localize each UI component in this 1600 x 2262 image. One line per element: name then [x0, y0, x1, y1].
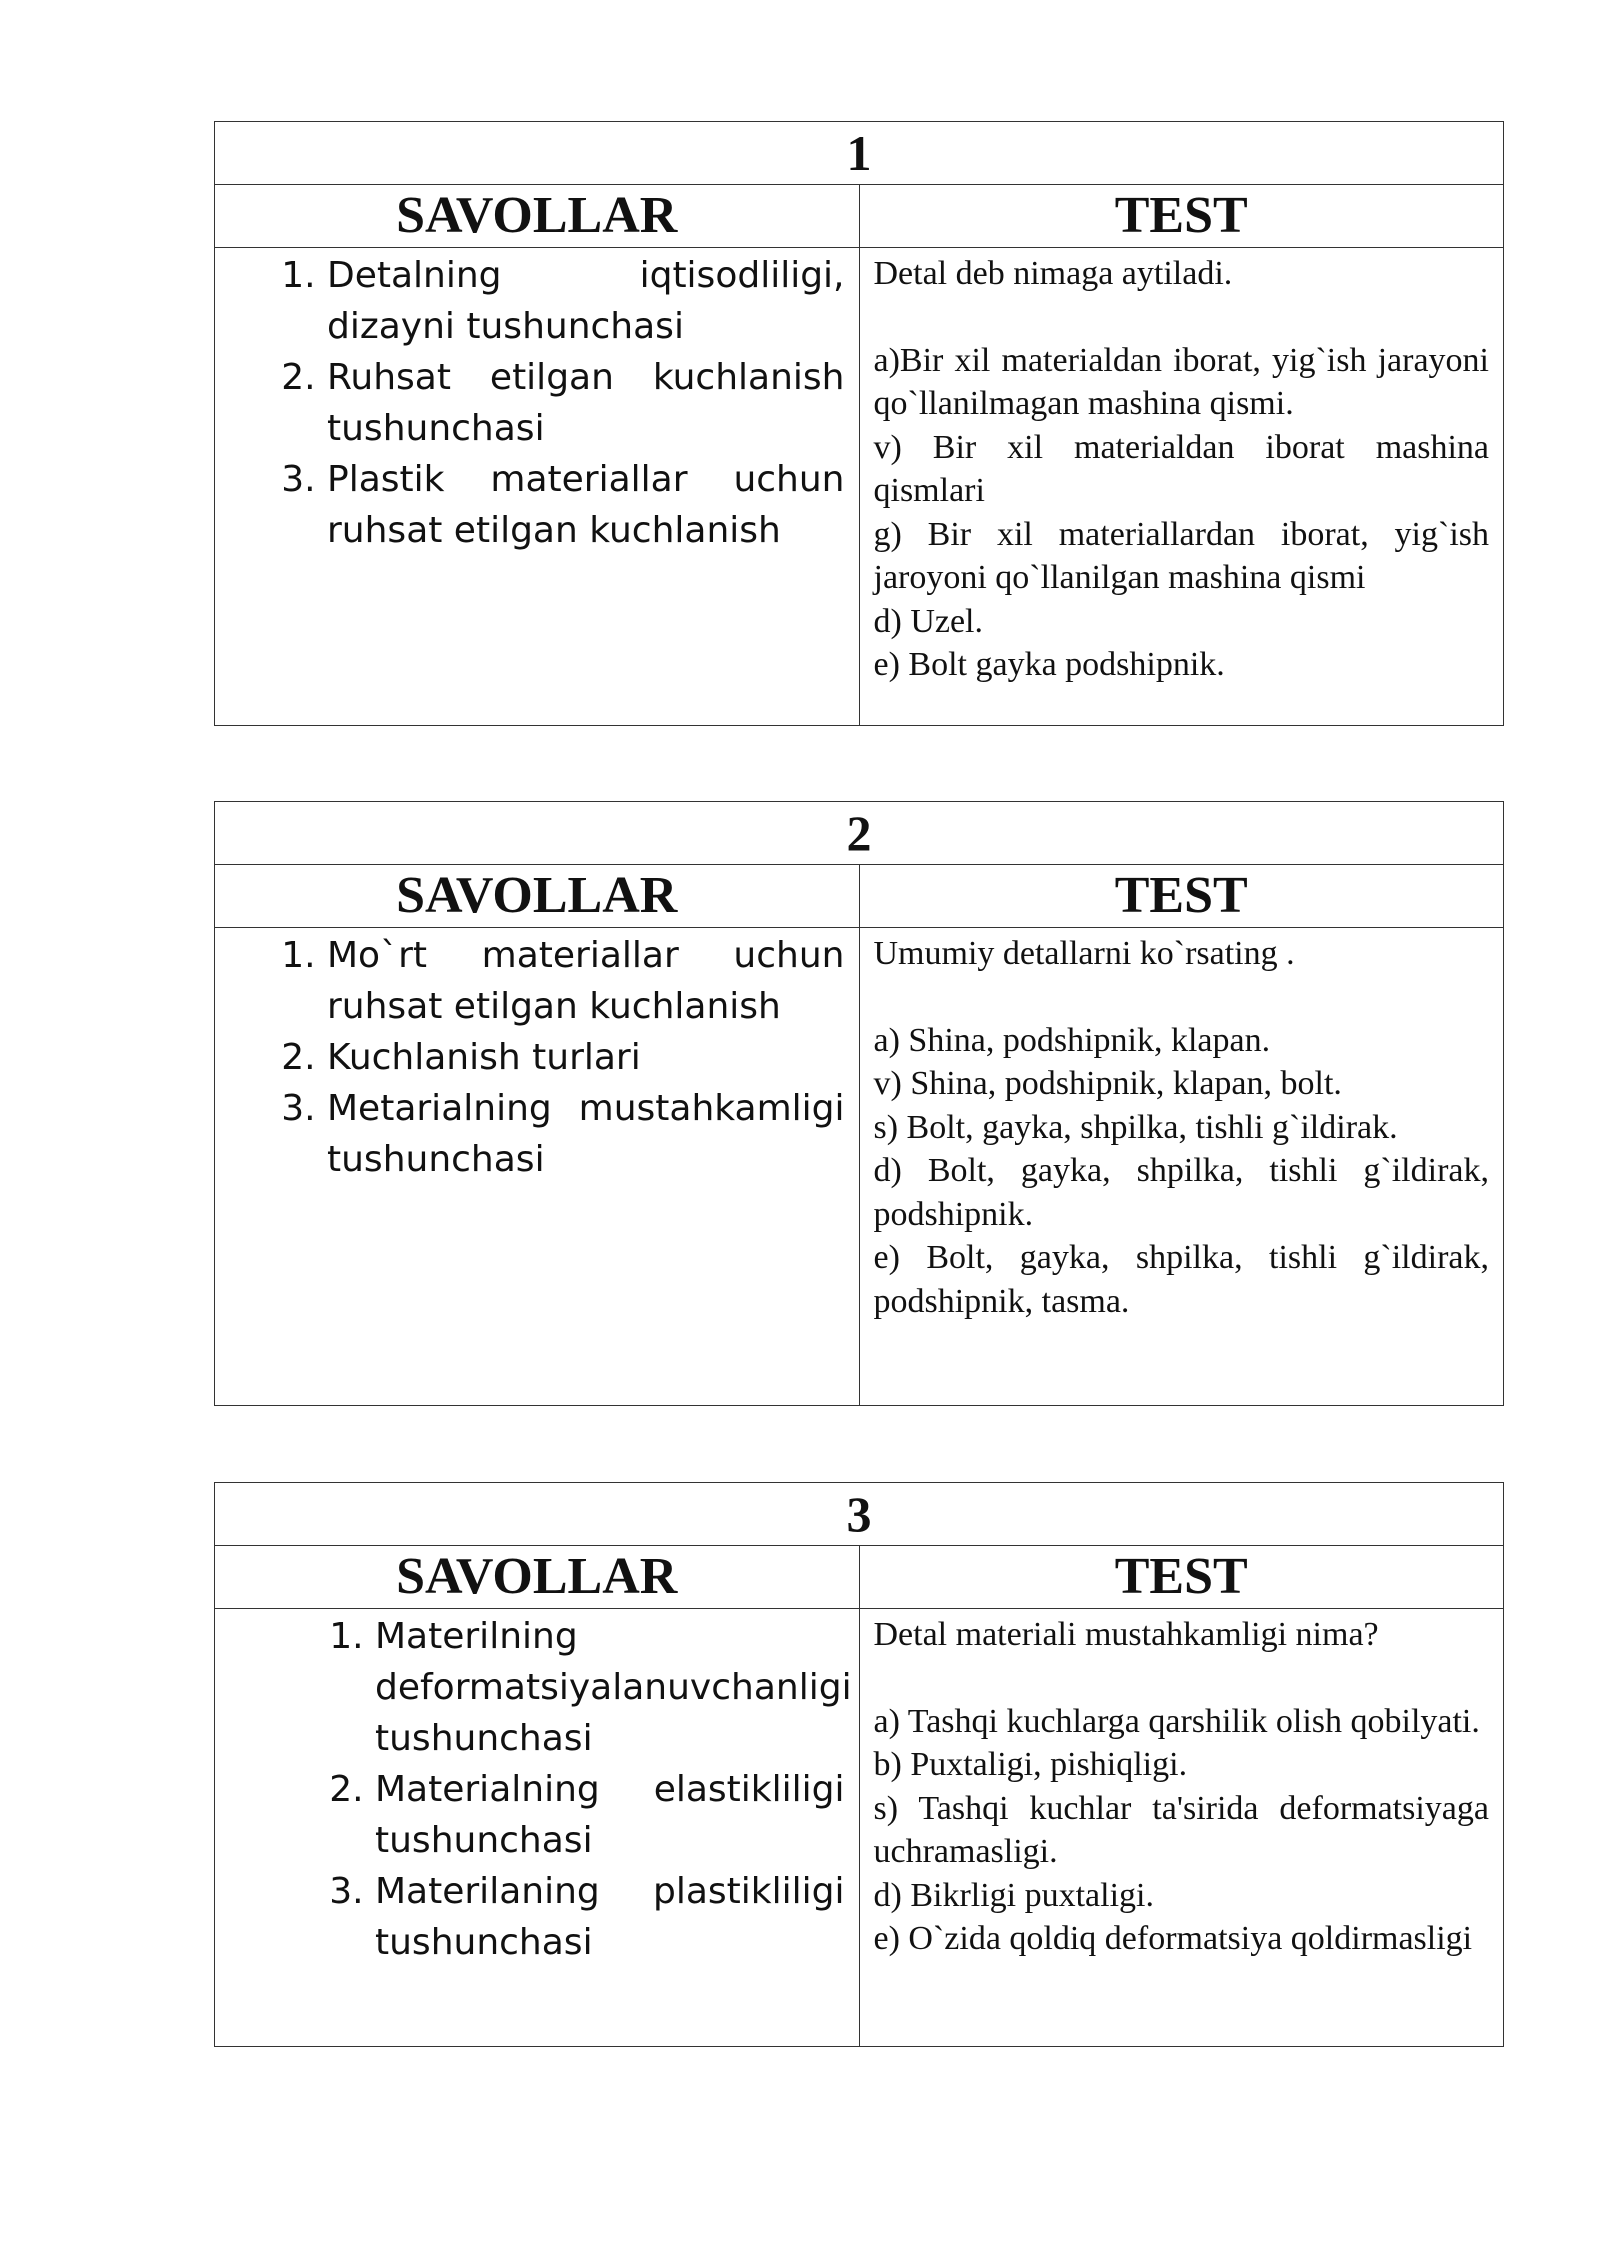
- test-option: d) Uzel.: [873, 602, 984, 640]
- question-item: 3. Materilaning plastikliligi tushunchasi: [375, 1866, 845, 1968]
- test-question: Umumiy detallarni ko`rsating .: [873, 935, 1295, 972]
- question-item: 3. Metarialning mustahkamligi tushunchasi: [327, 1083, 845, 1185]
- card-3: [214, 1482, 1504, 2047]
- questions-cell: [215, 1609, 860, 2047]
- questions-cell: [215, 248, 860, 726]
- test-option: b) Puxtaligi, pishiqligi.: [873, 1746, 1188, 1783]
- test-option: d) Bolt, gayka, shpilka, tishli g`ildirak, podshipnik.: [873, 1152, 1489, 1233]
- card-number: 3: [215, 1483, 1504, 1546]
- question-item: 2. Ruhsat etilgan kuchlanish tushunchasi: [327, 352, 845, 454]
- test-header: TEST: [859, 865, 1504, 928]
- savollar-header: SAVOLLAR: [215, 185, 860, 248]
- test-option: v) Bir xil materialdan iborat mashina qismlari: [873, 428, 1489, 509]
- test-cell: [859, 248, 1504, 726]
- savollar-header: SAVOLLAR: [215, 865, 860, 928]
- test-option: a) Shina, podshipnik, klapan.: [873, 1021, 1271, 1059]
- test-cell: [859, 1609, 1504, 2047]
- question-item: 1. Mo`rt materiallar uchun ruhsat etilgan kuchlanish: [327, 930, 845, 1032]
- test-option: e) O`zida qoldiq deformatsiya qoldirmasligi: [873, 1920, 1473, 1957]
- test-option: s) Tashqi kuchlar ta'sirida deformatsiyaga uchramasligi.: [873, 1789, 1489, 1870]
- test-question: Detal deb nimaga aytiladi.: [873, 255, 1233, 292]
- card-1: [214, 121, 1504, 726]
- test-header: TEST: [859, 185, 1504, 248]
- questions-list: [215, 930, 845, 1185]
- card-number: 1: [215, 122, 1504, 185]
- test-option: s) Bolt, gayka, shpilka, tishli g`ildirak.: [873, 1108, 1398, 1146]
- question-item: 2. Materialning elastikliligi tushunchasi: [375, 1764, 845, 1866]
- test-cell: [859, 928, 1504, 1406]
- test-option: v) Shina, podshipnik, klapan, bolt.: [873, 1065, 1342, 1102]
- test-option: e) Bolt, gayka, shpilka, tishli g`ildirak, podshipnik, tasma.: [873, 1239, 1489, 1320]
- question-item: 1. Materilning deformatsiyalanuvchanligi tushunchasi: [375, 1611, 845, 1764]
- test-question: Detal materiali mustahkamligi nima?: [873, 1616, 1379, 1653]
- test-option: e) Bolt gayka podshipnik.: [873, 646, 1225, 683]
- card-number: 2: [215, 802, 1504, 865]
- card-2: [214, 801, 1504, 1406]
- question-item: 3. Plastik materiallar uchun ruhsat etilgan kuchlanish: [327, 454, 845, 556]
- savollar-header: SAVOLLAR: [215, 1546, 860, 1609]
- questions-list: [215, 1611, 852, 1968]
- questions-cell: [215, 928, 860, 1406]
- test-option: d) Bikrligi puxtaligi.: [873, 1876, 1154, 1914]
- test-option: a)Bir xil materialdan iborat, yig`ish jarayoni qo`llanilmagan mashina qismi.: [873, 341, 1489, 422]
- test-option: a) Tashqi kuchlarga qarshilik olish qobilyati.: [873, 1702, 1480, 1740]
- question-item: 1. Detalning iqtisodliligi, dizayni tushunchasi: [327, 250, 845, 352]
- test-header: TEST: [859, 1546, 1504, 1609]
- questions-list: [215, 250, 845, 556]
- question-item: 2. Kuchlanish turlari: [327, 1032, 845, 1083]
- test-option: g) Bir xil materiallardan iborat, yig`ish jaroyoni qo`llanilgan mashina qismi: [873, 515, 1489, 596]
